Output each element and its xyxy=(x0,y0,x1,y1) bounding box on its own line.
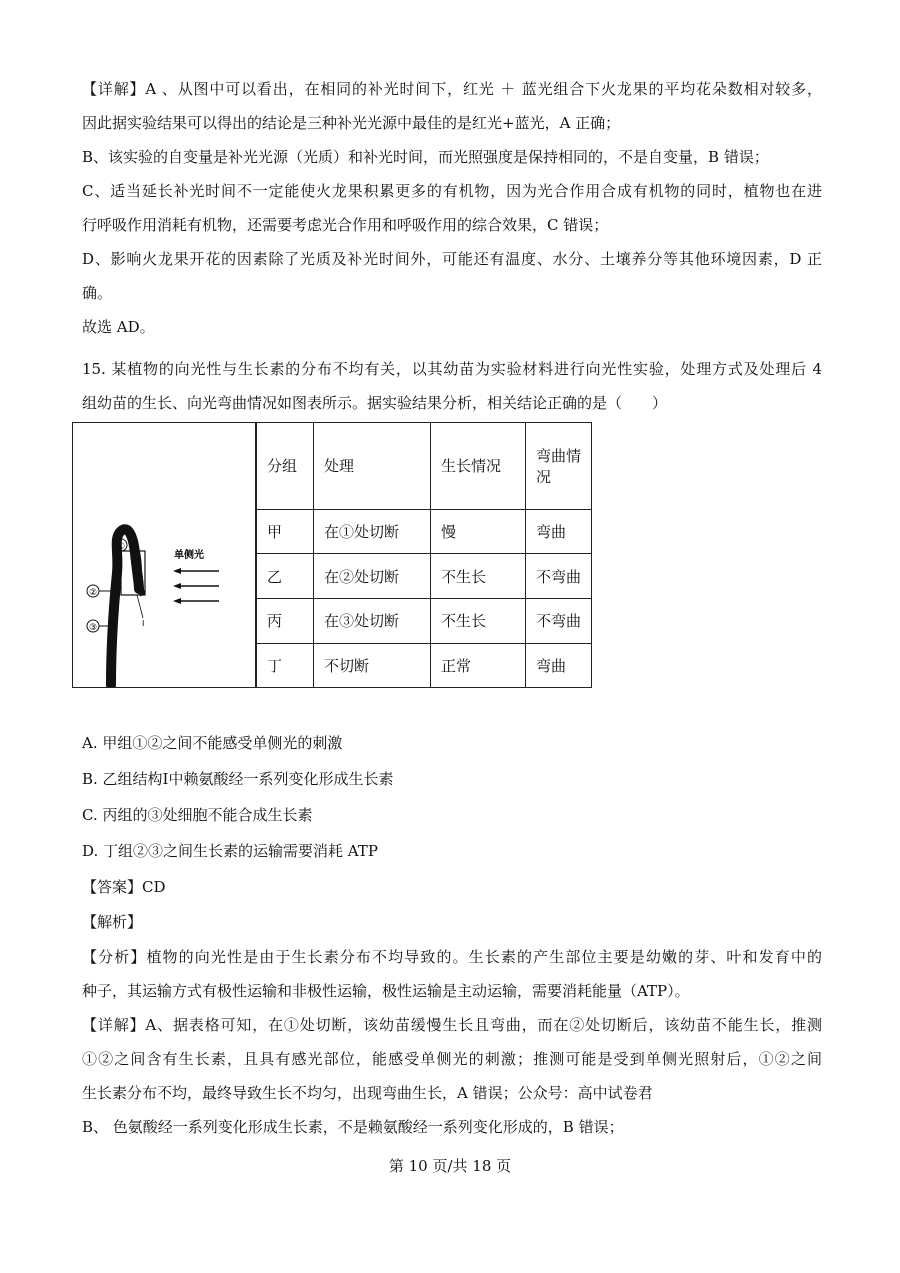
table-cell: 不弯曲 xyxy=(526,554,593,599)
table-cell: 在①处切断 xyxy=(314,509,431,554)
text-line: 组幼苗的生长、向光弯曲情况如图表所示。据实验结果分析，相关结论正确的是（ ） xyxy=(82,394,668,412)
table-cell: 乙 xyxy=(257,554,314,599)
table-row xyxy=(257,643,593,687)
text-line: 故选 AD。 xyxy=(82,318,155,336)
marker-2: ② xyxy=(89,588,98,598)
table-header-row xyxy=(257,423,593,509)
table-cell: 弯曲 xyxy=(526,643,593,687)
table-cell: 丁 xyxy=(257,643,314,687)
light-label: 单侧光 xyxy=(174,550,204,561)
figure-table xyxy=(72,422,592,688)
option-a: A. 甲组①②之间不能感受单侧光的刺激 xyxy=(82,734,343,752)
option-d: D. 丁组②③之间生长素的运输需要消耗 ATP xyxy=(82,842,378,860)
text-line: B、该实验的自变量是补光光源（光质）和补光时间，而光照强度是保持相同的，不是自变量，B 错误； xyxy=(82,148,769,166)
structure-label: I xyxy=(142,619,145,628)
text-line: 【分析】植物的向光性是由于生长素分布不均导致的。生长素的产生部位主要是幼嫩的芽、叶和发育中的 xyxy=(82,948,822,966)
text-line: C、适当延长补光时间不一定能使火龙果积累更多的有机物，因为光合作用合成有机物的同时，植物也在进 xyxy=(82,182,822,200)
text-line: D、影响火龙果开花的因素除了光质及补光时间外，可能还有温度、水分、土壤养分等其他环境因素，D 正 xyxy=(82,250,822,268)
text-line: ①②之间含有生长素，且具有感光部位，能感受单侧光的刺激；推测可能是受到单侧光照射后，①②之间 xyxy=(82,1050,822,1068)
table-cell: 在③处切断 xyxy=(314,599,431,644)
page-footer: 第 10 页/共 18 页 xyxy=(388,1157,512,1175)
table-cell: 不生长 xyxy=(431,554,526,599)
seedling-diagram xyxy=(73,423,256,687)
text-line: 确。 xyxy=(82,284,113,302)
header-cell: 处理 xyxy=(314,423,431,509)
header-cell: 分组 xyxy=(257,423,314,509)
table-cell: 慢 xyxy=(431,509,526,554)
analysis-paragraph xyxy=(82,940,822,1144)
option-c: C. 丙组的③处细胞不能合成生长素 xyxy=(82,806,313,824)
table-row xyxy=(257,554,593,599)
header-cell: 弯曲情况 xyxy=(526,423,593,509)
results-table xyxy=(256,423,592,687)
table-cell: 丙 xyxy=(257,599,314,644)
text-line: 因此据实验结果可以得出的结论是三种补光光源中最佳的是红光+蓝光，A 正确； xyxy=(82,114,621,132)
text-line: 【详解】A 、从图中可以看出，在相同的补光时间下，红光 ＋ 蓝光组合下火龙果的平均花朵数相对较多， xyxy=(82,80,822,98)
question-stem xyxy=(82,352,822,420)
header-cell: 生长情况 xyxy=(431,423,526,509)
table-row xyxy=(257,599,593,644)
table-cell: 不生长 xyxy=(431,599,526,644)
light-arrows xyxy=(173,568,219,604)
marker-3: ③ xyxy=(89,623,98,633)
answer: 【答案】CD xyxy=(82,878,166,896)
text-line: 【详解】A、据表格可知，在①处切断，该幼苗缓慢生长且弯曲，而在②处切断后，该幼苗不能生长，推测 xyxy=(82,1016,822,1034)
text-line: 行呼吸作用消耗有机物，还需要考虑光合作用和呼吸作用的综合效果，C 错误； xyxy=(82,216,609,234)
table-cell: 弯曲 xyxy=(526,509,593,554)
analysis-heading: 【解析】 xyxy=(82,913,143,931)
table-row xyxy=(257,509,593,554)
table-cell: 不弯曲 xyxy=(526,599,593,644)
table-cell: 甲 xyxy=(257,509,314,554)
text-line: B、 色氨酸经一系列变化形成生长素，不是赖氨酸经一系列变化形成的，B 错误； xyxy=(82,1118,624,1136)
table-cell: 不切断 xyxy=(314,643,431,687)
option-b: B. 乙组结构I中赖氨酸经一系列变化形成生长素 xyxy=(82,770,394,788)
structure-pointer xyxy=(137,595,143,618)
detail-paragraph xyxy=(82,72,822,344)
table-cell: 正常 xyxy=(431,643,526,687)
text-line: 种子，其运输方式有极性运输和非极性运输，极性运输是主动运输，需要消耗能量（ATP）。 xyxy=(82,982,690,1000)
seedling-figure xyxy=(73,423,256,687)
table-cell: 在②处切断 xyxy=(314,554,431,599)
marker-1: ① xyxy=(117,542,126,552)
text-line: 15. 某植物的向光性与生长素的分布不均有关，以其幼苗为实验材料进行向光性实验，处理方式及处理后 4 xyxy=(82,360,822,378)
text-line: 生长素分布不均，最终导致生长不均匀，出现弯曲生长，A 错误；公众号：高中试卷君 xyxy=(82,1084,653,1102)
